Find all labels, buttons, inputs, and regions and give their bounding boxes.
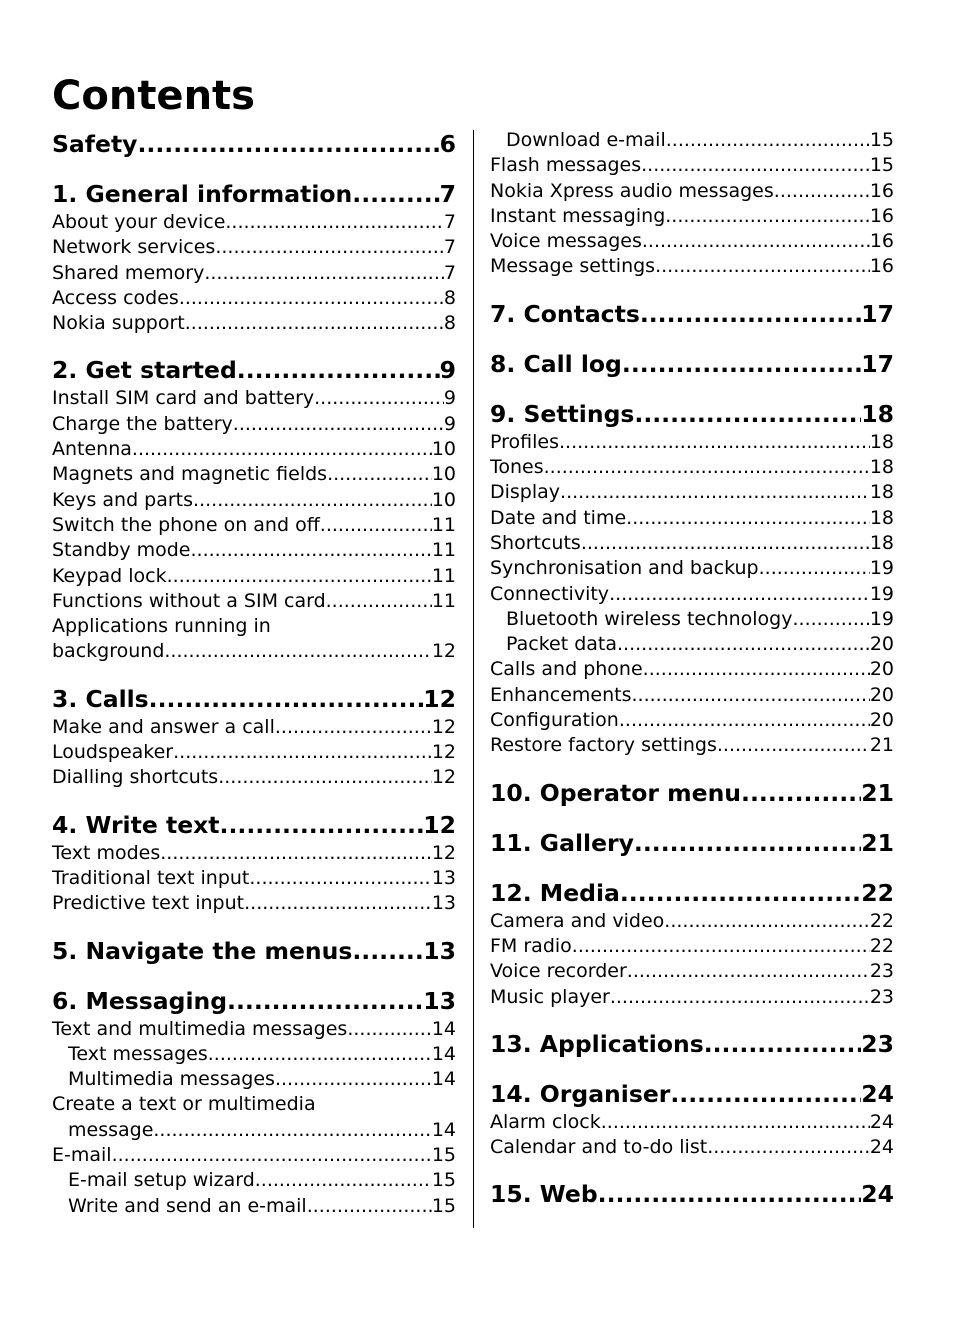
toc-heading-text: 10. Operator menu bbox=[490, 778, 742, 807]
leader-dots bbox=[655, 254, 870, 279]
page-number: 12 bbox=[431, 741, 456, 764]
page-number: 19 bbox=[869, 582, 894, 605]
page-number: 18 bbox=[869, 481, 894, 504]
toc-entry-text: Keypad lock bbox=[52, 564, 167, 587]
page-number: 21 bbox=[861, 778, 894, 807]
toc-heading bbox=[52, 935, 456, 967]
leader-dots bbox=[626, 506, 870, 531]
toc-entry bbox=[490, 531, 894, 556]
toc-entry bbox=[490, 657, 894, 682]
toc-entry-text: Date and time bbox=[490, 506, 627, 529]
toc-entry-text: Synchronisation and backup bbox=[490, 557, 759, 580]
leader-dots bbox=[112, 1143, 432, 1168]
toc-entry-text: Shared memory bbox=[52, 261, 205, 284]
toc-entry-text: background bbox=[52, 640, 165, 663]
page-number: 18 bbox=[869, 506, 894, 529]
page-number: 16 bbox=[869, 204, 894, 227]
toc-entry-text: About your device bbox=[52, 211, 226, 233]
toc-entry bbox=[52, 866, 456, 891]
leader-dots bbox=[704, 1028, 862, 1060]
toc-entry bbox=[490, 632, 894, 657]
page-number: 8 bbox=[443, 286, 456, 309]
toc-entry-text: Calls and phone bbox=[490, 658, 643, 681]
toc-entry-text: Nokia Xpress audio messages bbox=[490, 179, 774, 202]
toc-entry bbox=[52, 538, 456, 563]
toc-entry-text: Shortcuts bbox=[490, 531, 581, 554]
toc-entry bbox=[490, 153, 894, 178]
page-number: 11 bbox=[431, 589, 456, 612]
page-number: 10 bbox=[431, 488, 456, 511]
leader-dots bbox=[153, 1118, 431, 1143]
toc-entry bbox=[52, 1042, 456, 1067]
page-number: 9 bbox=[439, 356, 456, 385]
page-number: 15 bbox=[869, 129, 894, 151]
page-number: 11 bbox=[431, 513, 456, 536]
toc-entry-text: Enhancements bbox=[490, 683, 632, 706]
leader-dots bbox=[774, 179, 870, 204]
page-number: 20 bbox=[869, 709, 894, 732]
toc-entry bbox=[52, 1067, 456, 1092]
leader-dots bbox=[179, 286, 444, 311]
page-number: 13 bbox=[431, 892, 456, 915]
toc-entry-text: Instant messaging bbox=[490, 204, 666, 227]
leader-dots bbox=[320, 513, 432, 538]
toc-entry bbox=[52, 1017, 456, 1042]
toc-entry bbox=[52, 488, 456, 513]
toc-entry bbox=[52, 891, 456, 916]
toc-entry-text: Flash messages bbox=[490, 154, 642, 177]
page-number: 15 bbox=[431, 1144, 456, 1167]
toc-column-left bbox=[52, 128, 456, 1219]
toc-entry-text: Message settings bbox=[490, 255, 656, 278]
page-number: 22 bbox=[869, 934, 894, 957]
leader-dots bbox=[218, 765, 432, 790]
leader-dots bbox=[581, 531, 870, 556]
toc-entry-text: Text and multimedia messages bbox=[52, 1017, 348, 1040]
toc-entry bbox=[490, 934, 894, 959]
page-number: 20 bbox=[869, 683, 894, 706]
toc-entry bbox=[52, 513, 456, 538]
leader-dots bbox=[249, 866, 431, 891]
toc-heading-text: 11. Gallery bbox=[490, 828, 634, 857]
toc-entry bbox=[52, 765, 456, 790]
page-number: 7 bbox=[443, 211, 456, 233]
leader-dots bbox=[617, 632, 870, 657]
toc-entry-text: Connectivity bbox=[490, 582, 610, 605]
page-number: 12 bbox=[431, 715, 456, 738]
toc-entry-text: Charge the battery bbox=[52, 412, 233, 435]
page-number: 18 bbox=[861, 399, 894, 428]
page-number: 14 bbox=[431, 1068, 456, 1091]
leader-dots bbox=[237, 354, 440, 386]
leader-dots bbox=[627, 959, 870, 984]
page-number: 14 bbox=[431, 1118, 456, 1141]
toc-column-right bbox=[490, 128, 894, 1210]
leader-dots bbox=[167, 564, 432, 589]
leader-dots bbox=[717, 733, 870, 758]
toc-entry-text: Alarm clock bbox=[490, 1110, 601, 1133]
toc-entry bbox=[52, 589, 456, 614]
leader-dots bbox=[759, 556, 870, 581]
toc-heading-text: 14. Organiser bbox=[490, 1079, 671, 1108]
page-number: 19 bbox=[869, 557, 894, 580]
toc-entry-text: Traditional text input bbox=[52, 866, 250, 889]
leader-dots bbox=[208, 1042, 432, 1067]
toc-entry bbox=[490, 229, 894, 254]
leader-dots bbox=[643, 657, 870, 682]
toc-entry-text: Access codes bbox=[52, 286, 179, 309]
leader-dots bbox=[225, 210, 444, 235]
leader-dots bbox=[619, 708, 870, 733]
leader-dots bbox=[634, 398, 861, 430]
page-number: 24 bbox=[861, 1180, 894, 1209]
toc-heading bbox=[490, 827, 894, 859]
page-number: 9 bbox=[443, 412, 456, 435]
page-number: 13 bbox=[423, 986, 456, 1015]
toc-entry bbox=[52, 1168, 456, 1193]
toc-heading-text: 5. Navigate the menus bbox=[52, 936, 353, 965]
toc-entry-text: Restore factory settings bbox=[490, 734, 717, 757]
leader-dots bbox=[560, 480, 870, 505]
page-number: 21 bbox=[869, 734, 894, 757]
leader-dots bbox=[670, 1078, 861, 1110]
toc-heading bbox=[490, 348, 894, 380]
toc-heading-text: 12. Media bbox=[490, 878, 620, 907]
toc-entry-text: Dialling shortcuts bbox=[52, 766, 219, 789]
page-number: 13 bbox=[431, 866, 456, 889]
toc-entry bbox=[490, 607, 894, 632]
toc-entry-text: Antenna bbox=[52, 438, 132, 461]
toc-heading bbox=[52, 128, 456, 160]
toc-entry bbox=[490, 1135, 894, 1160]
toc-heading bbox=[52, 178, 456, 210]
page-number: 21 bbox=[861, 828, 894, 857]
page-number: 16 bbox=[869, 230, 894, 253]
toc-entry-text: Magnets and magnetic fields bbox=[52, 463, 328, 486]
toc-entry-text: Loudspeaker bbox=[52, 741, 174, 764]
toc-heading bbox=[490, 1028, 894, 1060]
leader-dots bbox=[665, 204, 870, 229]
toc-entry bbox=[52, 286, 456, 311]
page-number: 12 bbox=[431, 640, 456, 663]
page-number: 13 bbox=[423, 936, 456, 965]
page-number: 23 bbox=[861, 1029, 894, 1058]
leader-dots bbox=[707, 1135, 870, 1160]
toc-entry bbox=[52, 235, 456, 260]
toc-entry bbox=[490, 959, 894, 984]
page-number: 7 bbox=[443, 236, 456, 259]
toc-heading-text: 1. General information bbox=[52, 180, 353, 208]
toc-entry-text: Nokia support bbox=[52, 312, 185, 335]
toc-heading-text: 8. Call log bbox=[490, 349, 622, 378]
page-number: 14 bbox=[431, 1017, 456, 1040]
leader-dots bbox=[132, 437, 432, 462]
toc-entry bbox=[490, 985, 894, 1010]
leader-dots bbox=[173, 740, 432, 765]
leader-dots bbox=[314, 386, 444, 411]
toc-heading bbox=[52, 809, 456, 841]
toc-entry bbox=[52, 210, 456, 235]
toc-entry bbox=[52, 462, 456, 487]
page-number: 18 bbox=[869, 456, 894, 479]
leader-dots bbox=[244, 891, 432, 916]
page-number: 12 bbox=[431, 841, 456, 864]
leader-dots bbox=[347, 1017, 431, 1042]
toc-heading bbox=[52, 683, 456, 715]
toc-entry-text: Voice recorder bbox=[490, 960, 627, 983]
leader-dots bbox=[792, 607, 869, 632]
page-number: 12 bbox=[423, 810, 456, 839]
toc-heading bbox=[490, 777, 894, 809]
page-number: 15 bbox=[869, 154, 894, 177]
leader-dots bbox=[190, 538, 431, 563]
leader-dots bbox=[215, 235, 444, 260]
page-number: 22 bbox=[861, 878, 894, 907]
toc-entry-text: Keys and parts bbox=[52, 488, 194, 511]
leader-dots bbox=[609, 582, 870, 607]
page-number: 20 bbox=[869, 633, 894, 656]
toc-entry-text: Applications running in bbox=[52, 615, 271, 638]
leader-dots bbox=[326, 589, 432, 614]
toc-entry-text: Configuration bbox=[490, 709, 619, 732]
leader-dots bbox=[220, 809, 424, 841]
toc-entry bbox=[490, 506, 894, 531]
toc-heading bbox=[52, 354, 456, 386]
leader-dots bbox=[620, 877, 861, 909]
toc-entry-text: message bbox=[68, 1118, 154, 1141]
leader-dots bbox=[149, 683, 424, 715]
page-number: 18 bbox=[869, 531, 894, 554]
page-number: 17 bbox=[861, 349, 894, 378]
toc-entry-text: Text modes bbox=[52, 841, 161, 864]
toc-entry bbox=[52, 437, 456, 462]
toc-entry bbox=[52, 740, 456, 765]
toc-entry bbox=[52, 412, 456, 437]
page-number: 9 bbox=[443, 387, 456, 410]
leader-dots bbox=[307, 1194, 432, 1219]
toc-entry bbox=[52, 1143, 456, 1168]
leader-dots bbox=[559, 430, 870, 455]
toc-entry-text: Install SIM card and battery bbox=[52, 387, 315, 410]
toc-entry bbox=[52, 715, 456, 740]
toc-heading bbox=[490, 298, 894, 330]
toc-entry-text: Text messages bbox=[68, 1042, 208, 1065]
column-divider bbox=[473, 130, 474, 1228]
leader-dots bbox=[275, 1067, 432, 1092]
page-number: 11 bbox=[431, 564, 456, 587]
page-number: 15 bbox=[431, 1194, 456, 1217]
toc-entry-text: Make and answer a call bbox=[52, 715, 275, 738]
toc-entry-text: Music player bbox=[490, 985, 610, 1008]
toc-entry-text: Packet data bbox=[506, 633, 617, 656]
leader-dots bbox=[664, 909, 870, 934]
toc-entry bbox=[52, 261, 456, 286]
toc-entry-text: Predictive text input bbox=[52, 892, 245, 915]
toc-entry bbox=[490, 1110, 894, 1135]
leader-dots bbox=[598, 1178, 862, 1210]
toc-heading bbox=[490, 877, 894, 909]
page-number: 16 bbox=[869, 255, 894, 278]
toc-entry bbox=[490, 556, 894, 581]
leader-dots bbox=[632, 683, 870, 708]
toc-entry bbox=[490, 430, 894, 455]
toc-entry-text: Tones bbox=[490, 456, 544, 479]
toc-entry bbox=[490, 683, 894, 708]
toc-entry bbox=[490, 204, 894, 229]
toc-heading bbox=[490, 1178, 894, 1210]
toc-entry-text: Bluetooth wireless technology bbox=[506, 607, 793, 630]
leader-dots bbox=[255, 1168, 432, 1193]
toc-entry-text: Download e-mail bbox=[506, 129, 666, 151]
leader-dots bbox=[601, 1110, 870, 1135]
page-number: 24 bbox=[869, 1136, 894, 1159]
toc-entry-text: Profiles bbox=[490, 430, 559, 453]
toc-entry bbox=[490, 128, 894, 153]
toc-entry bbox=[490, 733, 894, 758]
toc-entry-text: E-mail bbox=[52, 1144, 112, 1167]
leader-dots bbox=[164, 639, 431, 664]
leader-dots bbox=[204, 261, 444, 286]
page-number: 23 bbox=[869, 985, 894, 1008]
page-number: 12 bbox=[431, 766, 456, 789]
page-number: 10 bbox=[431, 463, 456, 486]
page-number: 19 bbox=[869, 607, 894, 630]
leader-dots bbox=[193, 488, 432, 513]
toc-entry-text: FM radio bbox=[490, 934, 572, 957]
leader-dots bbox=[544, 455, 870, 480]
leader-dots bbox=[138, 128, 440, 160]
page-number: 16 bbox=[869, 179, 894, 202]
page-number: 18 bbox=[869, 430, 894, 453]
toc-heading-text: 9. Settings bbox=[490, 399, 635, 428]
toc-entry bbox=[52, 841, 456, 866]
toc-heading-text: 6. Messaging bbox=[52, 986, 228, 1015]
leader-dots bbox=[666, 128, 870, 153]
toc-heading-text: 13. Applications bbox=[490, 1029, 704, 1058]
page-number: 24 bbox=[869, 1110, 894, 1133]
toc-entry bbox=[490, 909, 894, 934]
leader-dots bbox=[640, 298, 861, 330]
leader-dots bbox=[352, 935, 423, 967]
leader-dots bbox=[572, 934, 870, 959]
leader-dots bbox=[185, 311, 444, 336]
page-number: 11 bbox=[431, 539, 456, 562]
leader-dots bbox=[741, 777, 861, 809]
toc-entry bbox=[490, 455, 894, 480]
toc-entry-text: Camera and video bbox=[490, 909, 665, 932]
toc-entry-text: Network services bbox=[52, 236, 216, 259]
page-number: 24 bbox=[861, 1079, 894, 1108]
page-number: 17 bbox=[861, 299, 894, 328]
toc-entry bbox=[490, 582, 894, 607]
toc-entry bbox=[52, 1194, 456, 1219]
toc-heading-text: 4. Write text bbox=[52, 810, 220, 839]
toc-heading-text: Safety bbox=[52, 130, 138, 158]
page-number: 7 bbox=[439, 180, 456, 208]
toc-entry bbox=[490, 480, 894, 505]
toc-heading-text: 15. Web bbox=[490, 1180, 598, 1209]
leader-dots bbox=[227, 985, 423, 1017]
page-number: 22 bbox=[869, 909, 894, 932]
toc-heading bbox=[490, 398, 894, 430]
toc-entry-text: Write and send an e-mail bbox=[68, 1194, 307, 1217]
page-number: 20 bbox=[869, 658, 894, 681]
toc-heading-text: 3. Calls bbox=[52, 684, 149, 713]
page-number: 12 bbox=[423, 684, 456, 713]
toc-entry-text: Switch the phone on and off bbox=[52, 513, 320, 536]
toc-heading-text: 2. Get started bbox=[52, 356, 237, 385]
leader-dots bbox=[233, 412, 444, 437]
page-number: 7 bbox=[443, 261, 456, 284]
toc-entry-text: Calendar and to-do list bbox=[490, 1136, 708, 1159]
toc-entry-text: Multimedia messages bbox=[68, 1068, 275, 1091]
leader-dots bbox=[275, 715, 432, 740]
toc-entry bbox=[52, 564, 456, 589]
toc-entry bbox=[490, 179, 894, 204]
page-number: 6 bbox=[439, 130, 456, 158]
toc-entry-text: Standby mode bbox=[52, 539, 191, 562]
toc-entry-text: Display bbox=[490, 481, 561, 504]
toc-entry bbox=[52, 1118, 456, 1143]
leader-dots bbox=[160, 841, 432, 866]
toc-entry bbox=[52, 386, 456, 411]
page-number: 15 bbox=[431, 1169, 456, 1192]
leader-dots bbox=[641, 153, 870, 178]
leader-dots bbox=[610, 985, 870, 1010]
page-number: 14 bbox=[431, 1042, 456, 1065]
leader-dots bbox=[352, 178, 439, 210]
page-number: 10 bbox=[431, 438, 456, 461]
toc-heading bbox=[52, 985, 456, 1017]
leader-dots bbox=[634, 827, 861, 859]
page-title: Contents bbox=[52, 73, 255, 119]
page-number: 8 bbox=[443, 312, 456, 335]
leader-dots bbox=[327, 462, 432, 487]
leader-dots bbox=[622, 348, 861, 380]
toc-entry-text: E-mail setup wizard bbox=[68, 1169, 255, 1192]
page-number: 23 bbox=[869, 960, 894, 983]
toc-entry bbox=[490, 254, 894, 279]
toc-entry bbox=[52, 311, 456, 336]
toc-entry-text: Create a text or multimedia bbox=[52, 1093, 316, 1116]
toc-heading bbox=[490, 1078, 894, 1110]
toc-entry-text: Voice messages bbox=[490, 230, 642, 253]
toc-heading-text: 7. Contacts bbox=[490, 299, 640, 328]
toc-entry-text: Functions without a SIM card bbox=[52, 589, 326, 612]
toc-entry bbox=[52, 639, 456, 664]
leader-dots bbox=[642, 229, 870, 254]
toc-entry bbox=[490, 708, 894, 733]
